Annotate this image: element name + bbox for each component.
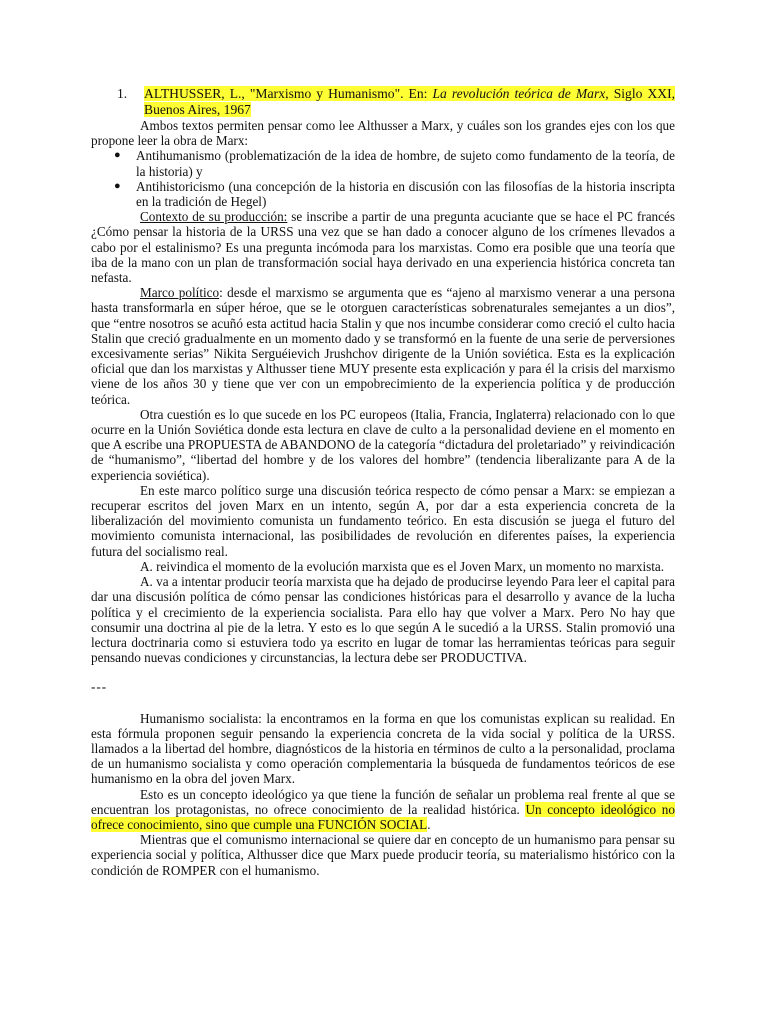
list-item-text: Antihistoricismo (una concepción de la historia en discusión con las filosofías de la historia inscripta en la tradición de Hegel) — [136, 178, 675, 210]
concept-after: . — [427, 816, 431, 832]
heading-text-before: ALTHUSSER, L., "Marxismo y Humanismo". En: — [144, 86, 433, 101]
final-paragraph: Mientras que el comunismo internacional se quiere dar en concepto de un humanismo para pensar su experiencia social y política, Althusser dice que Marx puede producir teoría, su materialismo histórico con la condición de ROMPER con el humanismo. — [91, 832, 675, 878]
socialist-humanism-paragraph: Humanismo socialista: la encontramos en la forma en que los comunistas explican su realidad. En esta fórmula proponen seguir pensando la experiencia concreta de la vida social y política de la URSS. llamados a la libertad del hombre, diagnósticos de la historia en términos de culto a la personalidad, proclama de un humanismo socialista y como operación complementaria la búsqueda de fundamentos teóricos de ese humanismo en la obra del joven Marx. — [91, 710, 675, 787]
ideological-concept-paragraph — [91, 787, 675, 833]
political-frame-text: : desde el marxismo se argumenta que es “ajeno al marxismo venerar a una persona hasta transformarla en súper héroe, que se le otorguen características sobrenaturales semejantes a un dios”, que “entre nosotros se acuñó esta actitud hacia Stalin y que nos incumbe considerar como creció el culto hacia Stalin que creció gradualmente en un momento dado y se transformó en la fuente de una serie de perversiones excesivamente serias” Nikita Serguéievich Jrushchov dirigente de la Unión soviética. Esta es la explicación oficial que dan los marxistas y Althusser tiene MUY presente esta explicación y para él la crisis del marxismo viene de los años 30 y tiene que ver con un empobrecimiento de la experiencia política y de producción teórica. — [91, 285, 675, 407]
intro-paragraph: Ambos textos permiten pensar como lee Althusser a Marx, y cuáles son los grandes ejes con los que propone leer la obra de Marx: — [91, 118, 675, 149]
heading-book-title: La revolución teórica de Marx — [432, 86, 606, 101]
heading-number: 1. — [117, 86, 128, 101]
body-paragraph: En este marco político surge una discusión teórica respecto de cómo pensar a Marx: se empiezan a recuperar escritos del joven Marx en un intento, según A, por dar a esta experiencia concreta de la liberalización del movimiento comunista un fundamento teórico. En esta discusión se juega el futuro del movimiento comunista internacional, las posibilidades de revolución en diferentes países, la experiencia futura del socialismo real. — [91, 482, 675, 559]
list-item — [91, 179, 675, 209]
concept-text: Esto es un concepto ideológico ya que tiene la función de señalar un problema real frente al que se encuentran los protagonistas, no ofrece conocimiento de la realidad histórica. — [91, 786, 675, 817]
bullet-icon: ● — [114, 149, 121, 162]
bullet-icon: ● — [114, 179, 121, 192]
concept-highlight: Un concepto ideológico no ofrece conocimiento, sino que cumple una FUNCIÓN SOCIAL — [91, 801, 675, 832]
context-label: Contexto de su producción: — [140, 209, 288, 225]
reference-heading — [91, 86, 675, 118]
context-paragraph — [91, 209, 675, 285]
section-separator: --- — [91, 679, 108, 695]
body-paragraph: A. reivindica el momento de la evolución marxista que es el Joven Marx, un momento no marxista. — [140, 558, 665, 574]
body-paragraph: A. va a intentar producir teoría marxista que ha dejado de producirse leyendo Para leer el capital para dar una discusión política de cómo pensar las condiciones históricas para el desarrollo y avance de la lucha política y el crecimiento de la experiencia socialista. Para ello hay que volver a Marx. Pero No hay que consumir una doctrina al pie de la letra. Y esto es lo que según A le sucedió a la URSS. Stalin promovió una lectura doctrinaria como si estuviera todo ya escrito en lugar de tomar las herramientas teóricas para seguir pensando nuevas condiciones y circunstancias, la lectura debe ser PRODUCTIVA. — [91, 574, 675, 666]
heading-highlight — [144, 86, 675, 117]
heading-text-after: , Siglo XXI, Buenos Aires, 1967 — [144, 86, 676, 117]
body-paragraph: Otra cuestión es lo que sucede en los PC europeos (Italia, Francia, Inglaterra) relacionado con lo que ocurre en la Unión Soviética donde esta lectura en clave de culto a la personalidad deviene en el momento en que A escribe una PROPUESTA de ABANDONO de la categoría “dictadura del proletariado” y reivindicación de “humanismo”, “libertad del hombre y de los valores del hombre” (tendencia liberalizante para A de la experiencia soviética). — [91, 406, 675, 483]
political-frame-label: Marco político — [140, 285, 220, 301]
list-item — [91, 148, 675, 178]
political-frame-paragraph — [91, 285, 675, 407]
context-text: se inscribe a partir de una pregunta acuciante que se hace el PC francés ¿Cómo pensar la historia de la URSS una vez que se han dado a conocer alguno de los crímenes llevados a cabo por el estalinismo? Es una pregunta incómoda para los marxistas. Como era posible que una teoría que iba de la mano con un plan de transformación social haya derivado en una experiencia histórica concreta tan nefasta. — [91, 209, 675, 286]
list-item-text: Antihumanismo (problematización de la idea de hombre, de sujeto como fundamento de la teoría, de la historia) y — [136, 148, 675, 179]
axes-list — [91, 148, 675, 209]
